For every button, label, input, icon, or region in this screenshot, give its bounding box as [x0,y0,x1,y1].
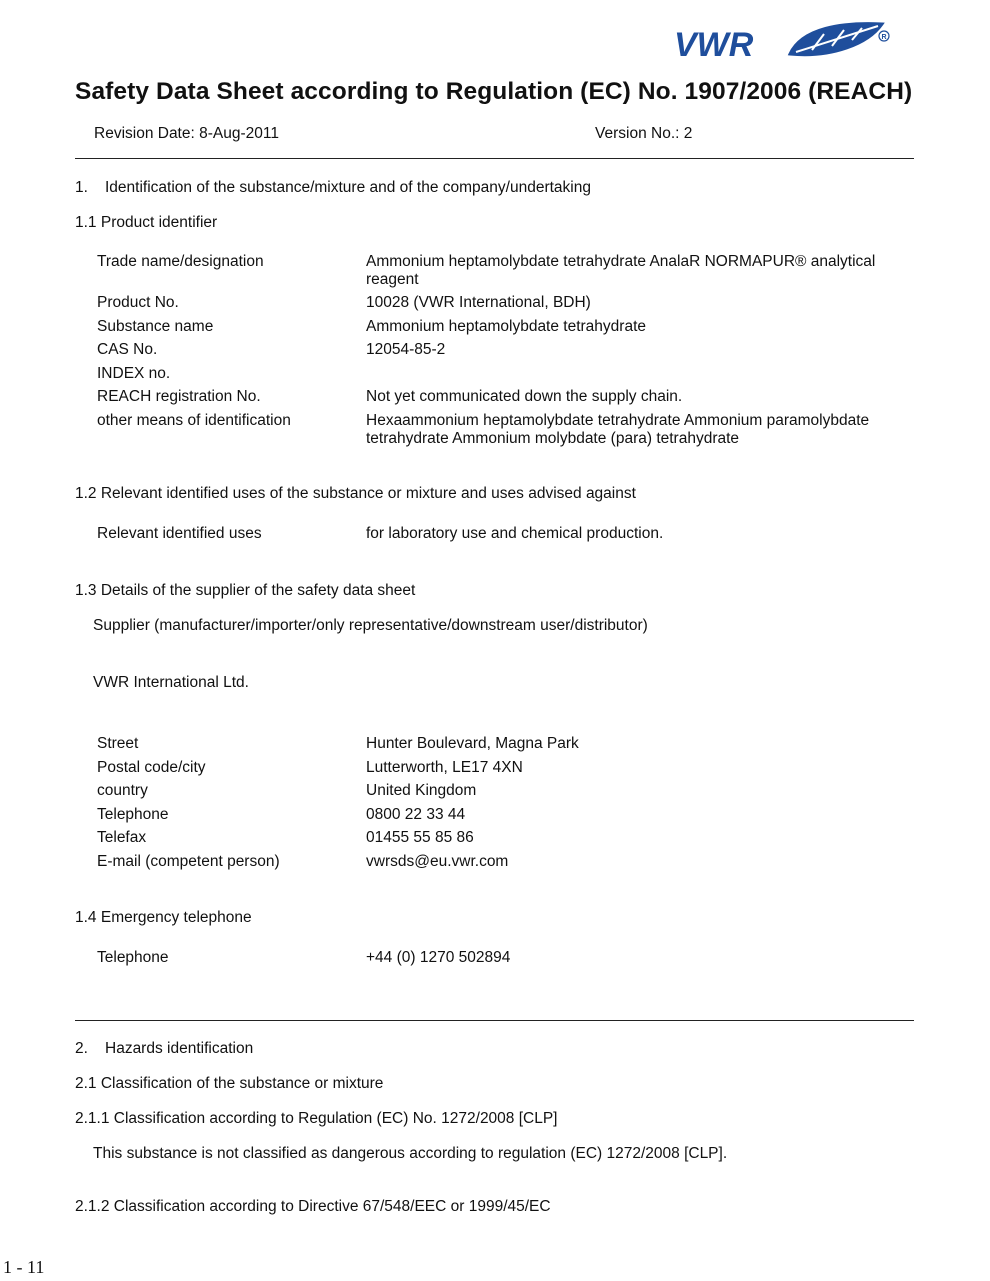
field-label: Telephone [97,806,169,823]
field-label: Product No. [97,294,179,311]
field-value: +44 (0) 1270 502894 [366,949,511,966]
section-1-heading [75,179,591,197]
field-label: REACH registration No. [97,388,261,405]
section-1-4-heading: 1.4 Emergency telephone [75,909,252,926]
field-value: Hexaammonium heptamolybdate tetrahydrate Ammonium paramolybdate tetrahydrate Ammonium molybdate (para) tetrahydrate [366,412,870,447]
vwr-logo-text: VWR [674,26,754,64]
field-label: INDEX no. [97,365,171,382]
section-1-2-heading: 1.2 Relevant identified uses of the substance or mixture and uses advised against [75,485,636,502]
field-value: Not yet communicated down the supply chain. [366,388,683,405]
supplier-description: Supplier (manufacturer/importer/only representative/downstream user/distributor) [93,617,648,634]
field-value: United Kingdom [366,782,477,799]
section-2-number: 2. [75,1040,88,1057]
field-label: Telephone [97,949,169,966]
field-label: other means of identification [97,412,291,429]
clp-statement: This substance is not classified as dangerous according to regulation (EC) 1272/2008 [CLP]. [93,1145,728,1162]
divider [75,158,914,159]
divider [75,1020,914,1021]
field-label: Relevant identified uses [97,525,262,542]
field-label: CAS No. [97,341,158,358]
field-label: Telefax [97,829,147,846]
field-value: 10028 (VWR International, BDH) [366,294,591,311]
field-label: Substance name [97,318,214,335]
field-label: country [97,782,148,799]
svg-text:R: R [881,34,887,41]
version-number: Version No.: 2 [595,125,693,142]
field-value: for laboratory use and chemical production. [366,525,664,542]
field-value: Ammonium heptamolybdate tetrahydrate [366,318,647,335]
field-value: vwrsds@eu.vwr.com [366,853,509,870]
section-1-1-heading: 1.1 Product identifier [75,214,218,231]
page-title: Safety Data Sheet according to Regulation (EC) No. 1907/2006 (REACH) [75,78,913,105]
section-2-1-1-heading: 2.1.1 Classification according to Regulation (EC) No. 1272/2008 [CLP] [75,1110,558,1127]
field-value: 01455 55 85 86 [366,829,474,846]
section-2-1-heading: 2.1 Classification of the substance or mixture [75,1075,384,1092]
field-label: Postal code/city [97,759,206,776]
field-value: Hunter Boulevard, Magna Park [366,735,579,752]
page-number: 1 - 11 [3,1257,45,1277]
section-2-title: Hazards identification [105,1040,254,1057]
vwr-logo [672,14,894,66]
section-1-number: 1. [75,179,88,196]
field-label: Street [97,735,139,752]
field-label: E-mail (competent person) [97,853,280,870]
company-name: VWR International Ltd. [93,674,249,691]
field-value: 0800 22 33 44 [366,806,466,823]
leaf-icon [790,24,882,55]
field-value: Lutterworth, LE17 4XN [366,759,523,776]
section-2-heading [75,1040,253,1058]
section-1-title: Identification of the substance/mixture and of the company/undertaking [105,179,591,196]
field-label: Trade name/designation [97,253,264,270]
field-value: Ammonium heptamolybdate tetrahydrate AnalaR NORMAPUR® analytical reagent [366,253,876,288]
revision-date: Revision Date: 8-Aug-2011 [94,125,279,142]
section-1-3-heading: 1.3 Details of the supplier of the safety data sheet [75,582,416,599]
field-value: 12054-85-2 [366,341,446,358]
section-2-1-2-heading: 2.1.2 Classification according to Directive 67/548/EEC or 1999/45/EC [75,1198,551,1215]
